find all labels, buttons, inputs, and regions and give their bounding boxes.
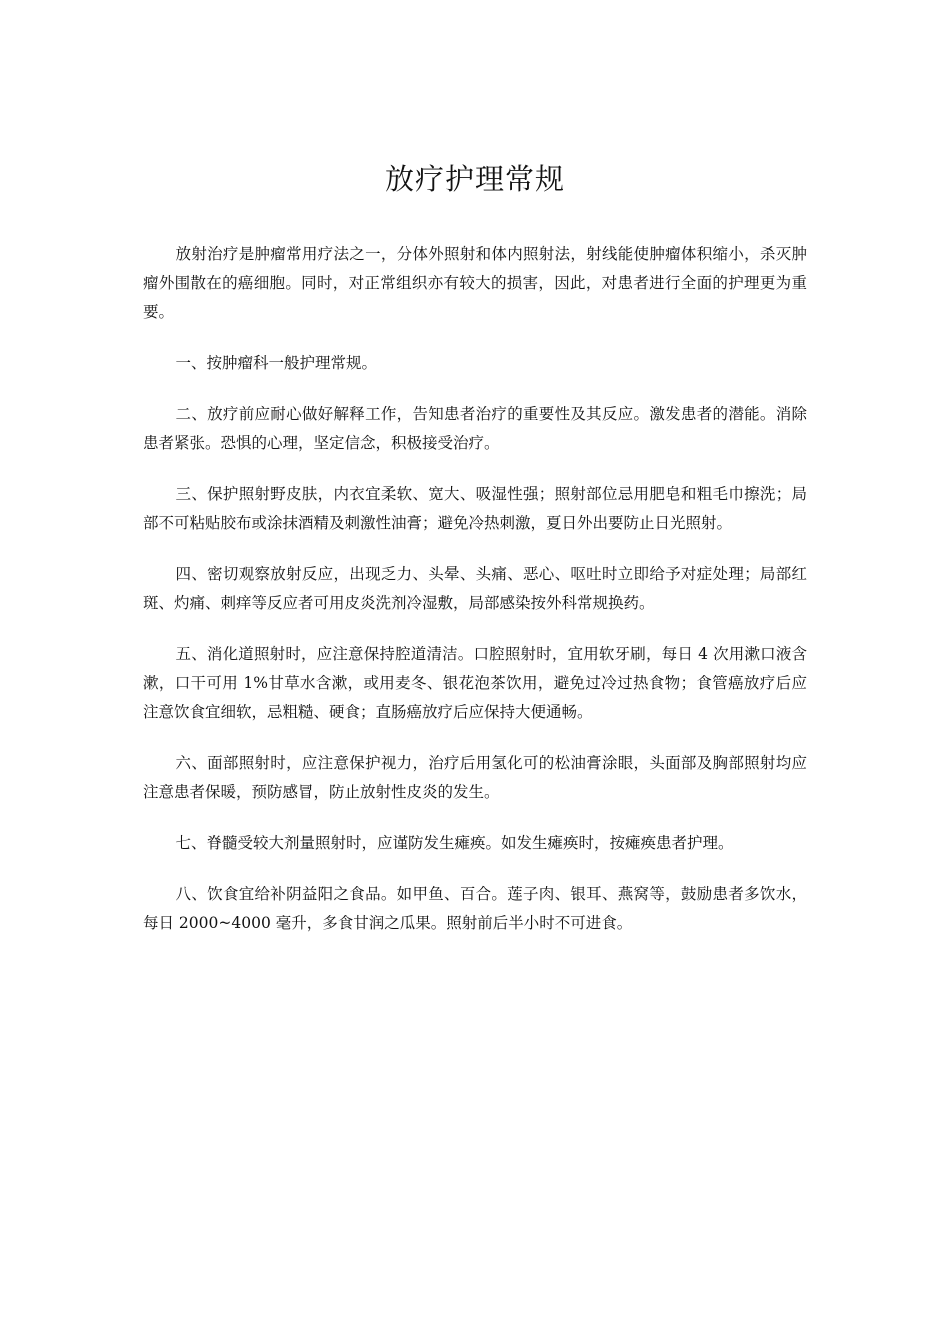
- item-2-paragraph: 二、放疗前应耐心做好解释工作，告知患者治疗的重要性及其反应。激发患者的潜能。消除患者紧张。恐惧的心理，坚定信念，积极接受治疗。: [143, 405, 807, 452]
- item-5-paragraph: 五、消化道照射时，应注意保持腔道清洁。口腔照射时，宜用软牙刷，每日 4 次用漱口液含漱，口干可用 1%甘草水含漱，或用麦冬、银花泡茶饮用，避免过冷过热食物；食管癌放疗后应注意饮食宜细软，忌粗糙、硬食；直肠癌放疗后应保持大便通畅。: [143, 645, 807, 721]
- item-7-paragraph: 七、脊髓受较大剂量照射时，应谨防发生瘫痪。如发生瘫痪时，按瘫痪患者护理。: [175, 834, 734, 852]
- item-3-paragraph: 三、保护照射野皮肤，内衣宜柔软、宽大、吸湿性强；照射部位忌用肥皂和粗毛巾擦洗；局部不可粘贴胶布或涂抹酒精及刺激性油膏；避免冷热刺激，夏日外出要防止日光照射。: [143, 485, 807, 532]
- page-title: 放疗护理常规: [384, 162, 565, 196]
- document-body: [143, 240, 807, 960]
- intro-paragraph: 放射治疗是肿瘤常用疗法之一，分体外照射和体内照射法，射线能使肿瘤体积缩小，杀灭肿瘤外围散在的癌细胞。同时，对正常组织亦有较大的损害，因此，对患者进行全面的护理更为重要。: [143, 245, 807, 321]
- item-1-paragraph: 一、按肿瘤科一般护理常规。: [175, 354, 378, 372]
- item-8-paragraph: 八、饮食宜给补阴益阳之食品。如甲鱼、百合。莲子肉、银耳、燕窝等，鼓励患者多饮水，每日 2000~4000 毫升，多食甘润之瓜果。照射前后半小时不可进食。: [143, 885, 807, 932]
- item-6-paragraph: 六、面部照射时，应注意保护视力，治疗后用氢化可的松油膏涂眼，头面部及胸部照射均应注意患者保暖，预防感冒，防止放射性皮炎的发生。: [143, 754, 807, 801]
- item-4-paragraph: 四、密切观察放射反应，出现乏力、头晕、头痛、恶心、呕吐时立即给予对症处理；局部红斑、灼痛、刺痒等反应者可用皮炎洗剂冷湿敷，局部感染按外科常规换药。: [143, 565, 807, 612]
